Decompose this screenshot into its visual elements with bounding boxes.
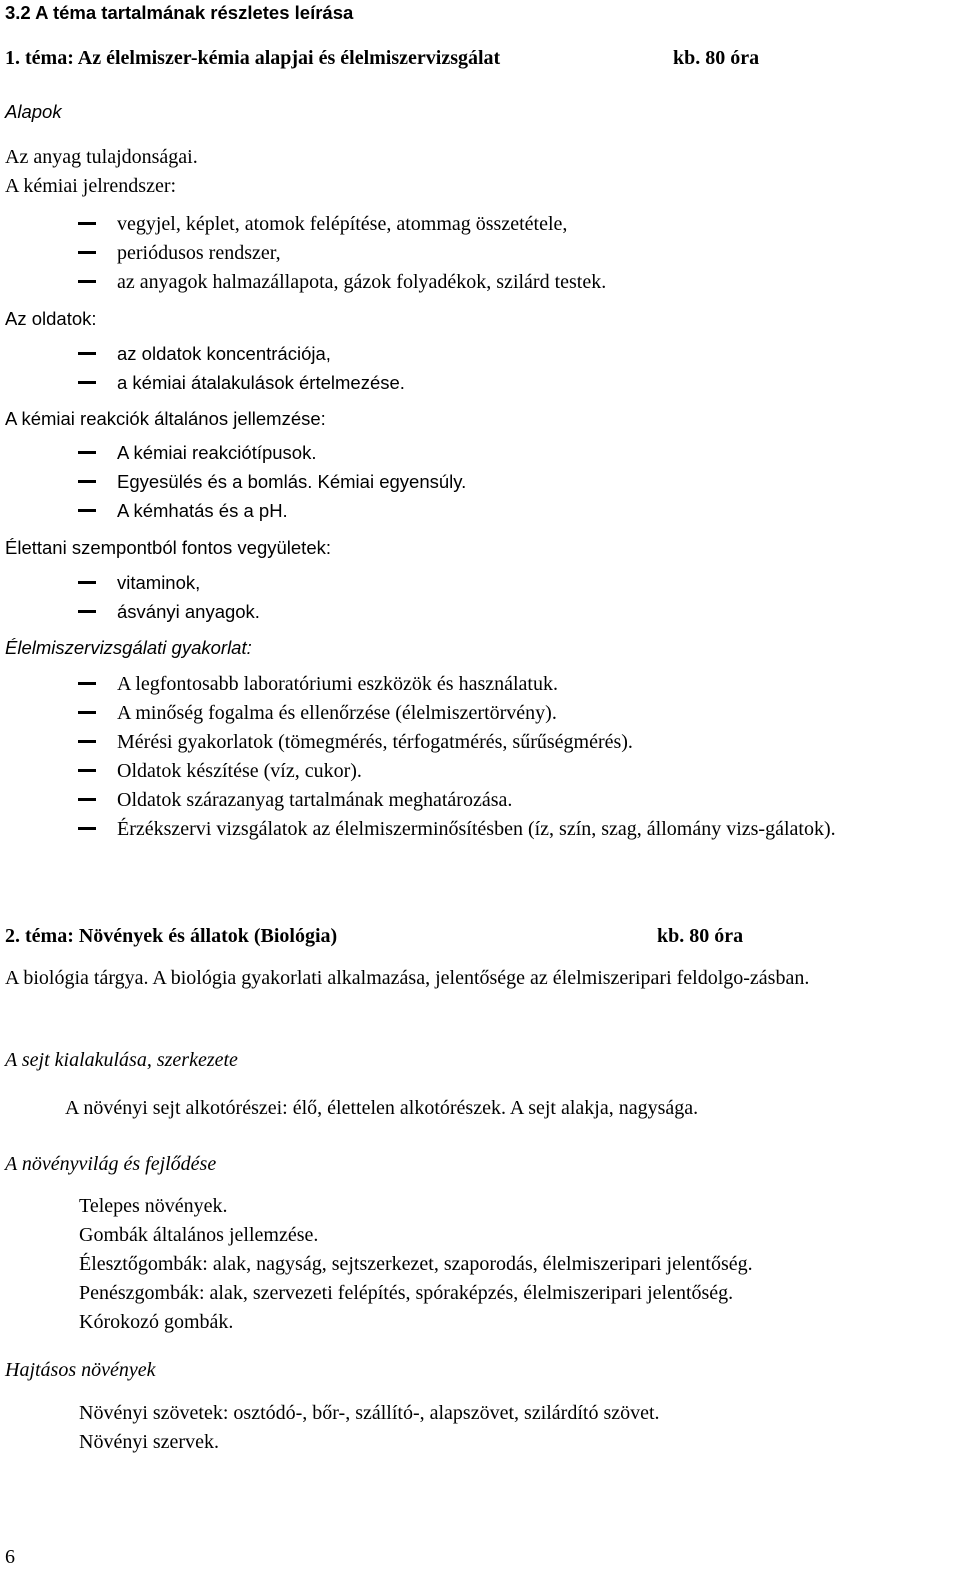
shoot-heading: Hajtásos növények <box>5 1359 156 1381</box>
list-item: Érzékszervi vizsgálatok az élelmiszerminősítésben (íz, szín, szag, állomány vizs-gálatok). <box>117 818 836 840</box>
list-item: Növényi szövetek: osztódó-, bőr-, szállító-, alapszövet, szilárdító szövet. <box>79 1402 660 1424</box>
cell-text: A növényi sejt alkotórészei: élő, élettelen alkotórészek. A sejt alakja, nagysága. <box>65 1097 699 1119</box>
reactions-heading: A kémiai reakciók általános jellemzése: <box>5 408 326 429</box>
list-item: Gombák általános jellemzése. <box>79 1224 319 1246</box>
list-item: periódusos rendszer, <box>117 242 281 264</box>
dash-bullet <box>78 711 96 714</box>
topic2-title: 2. téma: Növények és állatok (Biológia) <box>5 925 338 947</box>
solutions-heading: Az oldatok: <box>5 308 97 329</box>
notation-heading: A kémiai jelrendszer: <box>5 175 177 197</box>
dash-bullet <box>78 798 96 801</box>
material-properties: Az anyag tulajdonságai. <box>5 146 198 168</box>
compounds-heading: Élettani szempontból fontos vegyületek: <box>5 537 331 558</box>
topic1-title: 1. téma: Az élelmiszer-kémia alapjai és élelmiszervizsgálat <box>5 47 501 69</box>
dash-bullet <box>78 769 96 772</box>
dash-bullet <box>78 827 96 830</box>
practice-heading: Élelmiszervizsgálati gyakorlat: <box>5 637 252 658</box>
list-item: A kémhatás és a pH. <box>117 500 288 521</box>
topic1-hours: kb. 80 óra <box>673 47 760 69</box>
dash-bullet <box>78 451 96 454</box>
dash-bullet <box>78 509 96 512</box>
dash-bullet <box>78 480 96 483</box>
dash-bullet <box>78 352 96 355</box>
list-item: A minőség fogalma és ellenőrzése (élelmiszertörvény). <box>117 702 557 724</box>
dash-bullet <box>78 222 96 225</box>
list-item: vitaminok, <box>117 572 201 593</box>
list-item: az oldatok koncentrációja, <box>117 343 331 364</box>
dash-bullet <box>78 581 96 584</box>
list-item: Telepes növények. <box>79 1195 228 1217</box>
dash-bullet <box>78 610 96 613</box>
dash-bullet <box>78 381 96 384</box>
section-title: 3.2 A téma tartalmának részletes leírása <box>5 2 354 23</box>
list-item: Növényi szervek. <box>79 1431 219 1453</box>
list-item: Oldatok szárazanyag tartalmának meghatározása. <box>117 789 513 811</box>
list-item: A kémiai reakciótípusok. <box>117 442 317 463</box>
topic2-hours: kb. 80 óra <box>657 925 744 947</box>
list-item: Penészgombák: alak, szervezeti felépítés, spóraképzés, élelmiszeripari jelentőség. <box>79 1282 734 1304</box>
plants-heading: A növényvilág és fejlődése <box>5 1153 217 1175</box>
topic2-intro: A biológia tárgya. A biológia gyakorlati alkalmazása, jelentősége az élelmiszeripari feldolgo-zásban. <box>5 967 810 989</box>
page-number: 6 <box>5 1546 15 1568</box>
list-item: az anyagok halmazállapota, gázok folyadékok, szilárd testek. <box>117 271 607 293</box>
dash-bullet <box>78 251 96 254</box>
list-item: Mérési gyakorlatok (tömegmérés, térfogatmérés, sűrűségmérés). <box>117 731 633 753</box>
basics-heading: Alapok <box>5 101 62 122</box>
dash-bullet <box>78 280 96 283</box>
cell-heading: A sejt kialakulása, szerkezete <box>5 1049 238 1071</box>
list-item: Élesztőgombák: alak, nagyság, sejtszerkezet, szaporodás, élelmiszeripari jelentőség. <box>79 1253 753 1275</box>
list-item: Egyesülés és a bomlás. Kémiai egyensúly. <box>117 471 467 492</box>
list-item: Kórokozó gombák. <box>79 1311 234 1333</box>
list-item: ásványi anyagok. <box>117 601 260 622</box>
list-item: A legfontosabb laboratóriumi eszközök és használatuk. <box>117 673 558 695</box>
list-item: vegyjel, képlet, atomok felépítése, atommag összetétele, <box>117 213 568 235</box>
list-item: Oldatok készítése (víz, cukor). <box>117 760 362 782</box>
list-item: a kémiai átalakulások értelmezése. <box>117 372 405 393</box>
dash-bullet <box>78 682 96 685</box>
dash-bullet <box>78 740 96 743</box>
